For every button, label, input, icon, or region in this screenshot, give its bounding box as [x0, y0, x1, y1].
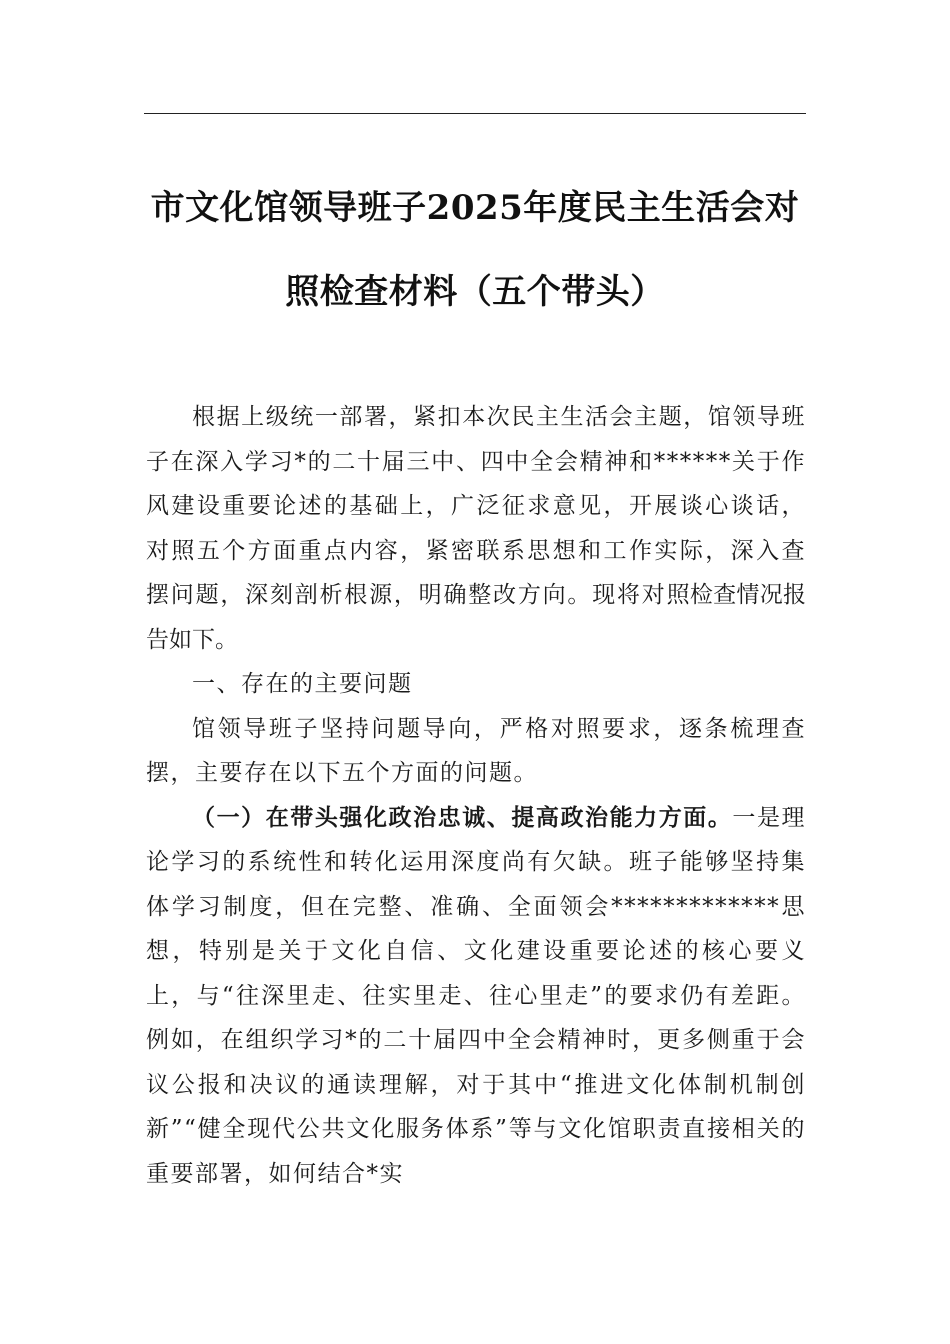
intro-paragraph: [146, 395, 806, 662]
subsection-1-heading: （一）在带头强化政治忠诚、提高政治能力方面。: [192, 803, 733, 831]
document-body: [146, 395, 806, 1196]
title-line-2: 照检查材料（五个带头）: [285, 272, 665, 312]
section-1-heading: 一、存在的主要问题: [192, 671, 413, 697]
document-title: [144, 166, 806, 334]
subsection-1-body: 一是理论学习的系统性和转化运用深度尚有欠缺。班子能够坚持集体学习制度，但在完整、准确、全面领会*************思想，特别是关于文化自信、文化建设重要论述的核心要义上，与“往深里走、往实里走、往心里走”的要求仍有差距。例如，在组织学习*的二十届四中全会精神时，更多侧重于会议公报和决议的通读理解，对于其中“推进文化体制机制创新”“健全现代公共文化服务体系”等与文化馆职责直接相关的重要部署，如何结合*实: [146, 804, 806, 1187]
section-1-intro: 馆领导班子坚持问题导向，严格对照要求，逐条梳理查摆，主要存在以下五个方面的问题。: [146, 715, 806, 786]
subsection-1-paragraph: [146, 796, 806, 1197]
header-rule: [144, 113, 806, 114]
intro-text: 根据上级统一部署，紧扣本次民主生活会主题，馆领导班子在深入学习*的二十届三中、四中全会精神和******关于作风建设重要论述的基础上，广泛征求意见，开展谈心谈话，对照五个方面重点内容，紧密联系思想和工作实际，深入查摆问题，深刻剖析根源，明确整改方向。现将对: [146, 404, 806, 608]
intro-text-end: 照检查情况报告如下。: [146, 582, 807, 653]
title-line-1: 市文化馆领导班子2025年度民主生活会对: [150, 188, 800, 228]
